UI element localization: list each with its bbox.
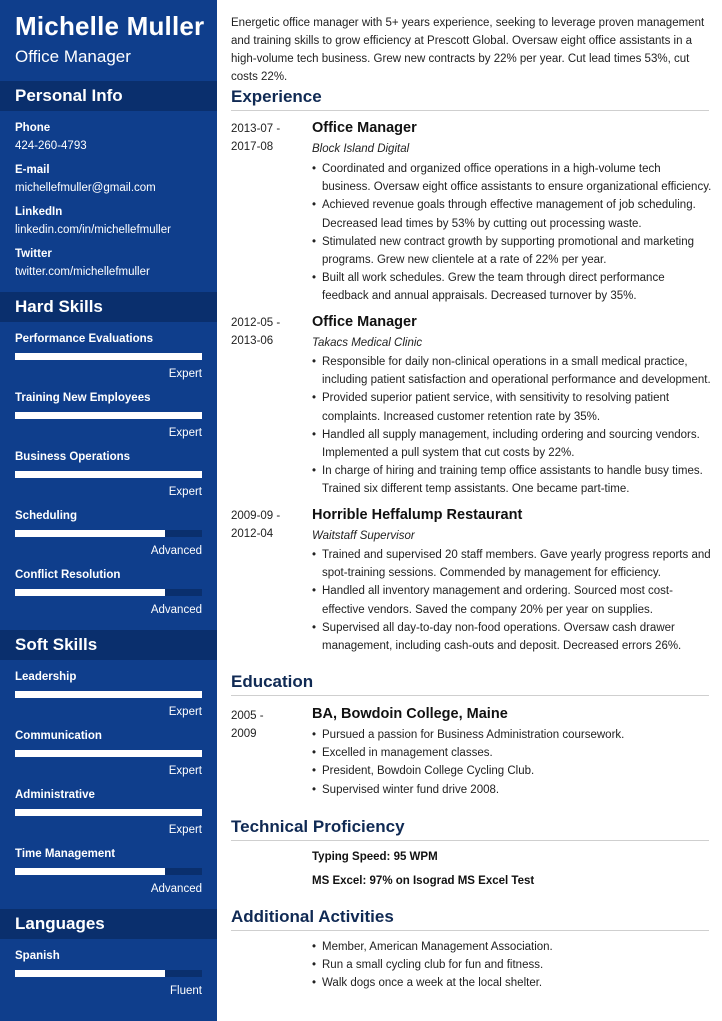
list-item: • In charge of hiring and training temp office assistants to handle busy times. Trained six different temp assistants. One became part-time. xyxy=(312,462,712,498)
hard-skills-heading: Hard Skills xyxy=(0,292,217,322)
list-item: • Excelled in management classes. xyxy=(312,744,712,762)
education-heading: Education xyxy=(231,672,314,691)
job-bullets xyxy=(312,546,712,655)
skill-level: Advanced xyxy=(150,883,202,895)
email-value: michellefmuller@gmail.com xyxy=(15,182,156,194)
tech-item: Typing Speed: 95 WPM xyxy=(312,851,438,863)
section-divider xyxy=(231,695,709,696)
job-title: Horrible Heffalump Restaurant xyxy=(312,507,523,523)
technical-heading: Technical Proficiency xyxy=(231,817,405,836)
job-date xyxy=(231,314,301,350)
twitter-label: Twitter xyxy=(15,248,52,260)
job-title: Office Manager xyxy=(312,314,417,330)
experience-heading: Experience xyxy=(231,87,322,106)
list-item: • Responsible for daily non-clinical operations in a small medical practice, including patient satisfaction and operational performance and development. xyxy=(312,353,712,389)
education-bullets xyxy=(312,726,712,799)
linkedin-value: linkedin.com/in/michellefmuller xyxy=(15,224,171,236)
summary: Energetic office manager with 5+ years experience, seeking to leverage proven management and training skills to grow efficiency at Prescott Global. Oversaw eight office assistants in a high-volume tech business. Grew new contracts by 22% per year. Cut lead times 53%, cut costs 22%. xyxy=(231,17,705,83)
skill-bar-fill xyxy=(15,750,202,757)
skill-level: Expert xyxy=(168,368,202,380)
job-title: Office Manager xyxy=(312,120,417,136)
language-bar-fill xyxy=(15,970,165,977)
education-date-start: 2005 - xyxy=(231,710,264,722)
list-item: • Handled all supply management, including ordering and sourcing vendors. Implemented a pull system that cut costs by 22%. xyxy=(312,426,712,462)
education-degree: BA, Bowdoin College, Maine xyxy=(312,706,508,722)
tech-item: MS Excel: 97% on Isograd MS Excel Test xyxy=(312,875,535,887)
skill-name: Communication xyxy=(15,730,102,742)
skill-bar xyxy=(15,589,202,596)
job-date-end: 2012-04 xyxy=(231,528,274,540)
phone-value: 424-260-4793 xyxy=(15,140,87,152)
phone-label: Phone xyxy=(15,122,51,134)
skill-bar xyxy=(15,809,202,816)
candidate-name: Michelle Muller xyxy=(15,11,205,41)
skill-bar xyxy=(15,353,202,360)
list-item: • Achieved revenue goals through effective management of job scheduling. Decreased lead times by 53% by cutting out processing waste. xyxy=(312,196,712,232)
skill-level: Expert xyxy=(168,706,202,718)
language-bar xyxy=(15,970,202,977)
skill-bar xyxy=(15,691,202,698)
skill-name: Conflict Resolution xyxy=(15,569,121,581)
section-divider xyxy=(231,930,709,931)
job-bullets xyxy=(312,160,712,306)
skill-bar-fill xyxy=(15,691,202,698)
skill-level: Expert xyxy=(168,824,202,836)
twitter-value: twitter.com/michellefmuller xyxy=(15,266,150,278)
skill-level: Advanced xyxy=(150,604,202,616)
job-date-start: 2012-05 - xyxy=(231,317,281,329)
job-company: Takacs Medical Clinic xyxy=(312,337,423,349)
job-date xyxy=(231,507,301,543)
section-divider xyxy=(231,110,709,111)
skill-level: Expert xyxy=(168,427,202,439)
list-item: • Coordinated and organized office operations in a high-volume tech business. Oversaw eight office assistants to ensure organizational efficiency. xyxy=(312,160,712,196)
list-item: • Pursued a passion for Business Administration coursework. xyxy=(312,726,712,744)
education-date-end: 2009 xyxy=(231,728,257,740)
language-level: Fluent xyxy=(170,985,202,997)
skill-level: Expert xyxy=(168,765,202,777)
list-item: • Run a small cycling club for fun and fitness. xyxy=(312,956,712,974)
languages-heading: Languages xyxy=(0,909,217,939)
skill-bar xyxy=(15,530,202,537)
job-company: Waitstaff Supervisor xyxy=(312,530,415,542)
candidate-title: Office Manager xyxy=(15,47,131,66)
skill-name: Business Operations xyxy=(15,451,131,463)
skill-bar xyxy=(15,868,202,875)
skill-name: Performance Evaluations xyxy=(15,333,154,345)
skill-bar-fill xyxy=(15,868,165,875)
language-name: Spanish xyxy=(15,950,60,962)
list-item: • Supervised winter fund drive 2008. xyxy=(312,781,712,799)
skill-bar xyxy=(15,750,202,757)
list-item: • Stimulated new contract growth by supporting promotional and marketing programs. Grew new clientele at a rate of 22% per year. xyxy=(312,233,712,269)
list-item: • Supervised all day-to-day non-food operations. Oversaw cash drawer management, including cash-outs and deposit. Decreased errors 26%. xyxy=(312,619,712,655)
activities-bullets xyxy=(312,938,712,993)
job-bullets xyxy=(312,353,712,499)
linkedin-label: LinkedIn xyxy=(15,206,63,218)
personal-info-heading: Personal Info xyxy=(0,81,217,111)
job-date-start: 2013-07 - xyxy=(231,123,281,135)
skill-name: Scheduling xyxy=(15,510,77,522)
section-divider xyxy=(231,840,709,841)
job-date-start: 2009-09 - xyxy=(231,510,281,522)
education-date xyxy=(231,707,301,743)
skill-level: Expert xyxy=(168,486,202,498)
skill-name: Leadership xyxy=(15,671,77,683)
skill-bar-fill xyxy=(15,353,202,360)
email-label: E-mail xyxy=(15,164,50,176)
skill-bar-fill xyxy=(15,530,165,537)
skill-level: Advanced xyxy=(150,545,202,557)
skill-name: Administrative xyxy=(15,789,95,801)
skill-name: Time Management xyxy=(15,848,116,860)
skill-name: Training New Employees xyxy=(15,392,151,404)
list-item: • Handled all inventory management and ordering. Sourced most cost-effective vendors. Saved the company 20% per year on supplies. xyxy=(312,582,712,618)
list-item: • Provided superior patient service, with sensitivity to resolving patient complaints. Increased customer retention rate by 35%. xyxy=(312,389,712,425)
list-item: • Member, American Management Association. xyxy=(312,938,712,956)
soft-skills-heading: Soft Skills xyxy=(0,630,217,660)
list-item: • Trained and supervised 20 staff members. Gave yearly progress reports and spot-training sessions. Commended by management for efficiency. xyxy=(312,546,712,582)
sidebar xyxy=(0,0,217,1021)
job-company: Block Island Digital xyxy=(312,143,410,155)
skill-bar-fill xyxy=(15,471,202,478)
job-date-end: 2017-08 xyxy=(231,141,274,153)
skill-bar xyxy=(15,471,202,478)
list-item: • President, Bowdoin College Cycling Club. xyxy=(312,762,712,780)
skill-bar xyxy=(15,412,202,419)
skill-bar-fill xyxy=(15,809,202,816)
list-item: • Walk dogs once a week at the local shelter. xyxy=(312,974,712,992)
skill-bar-fill xyxy=(15,412,202,419)
job-date xyxy=(231,120,301,156)
list-item: • Built all work schedules. Grew the team through direct performance feedback and annual appraisals. Decreased turnover by 35%. xyxy=(312,269,712,305)
job-date-end: 2013-06 xyxy=(231,335,274,347)
activities-heading: Additional Activities xyxy=(231,907,394,926)
skill-bar-fill xyxy=(15,589,165,596)
